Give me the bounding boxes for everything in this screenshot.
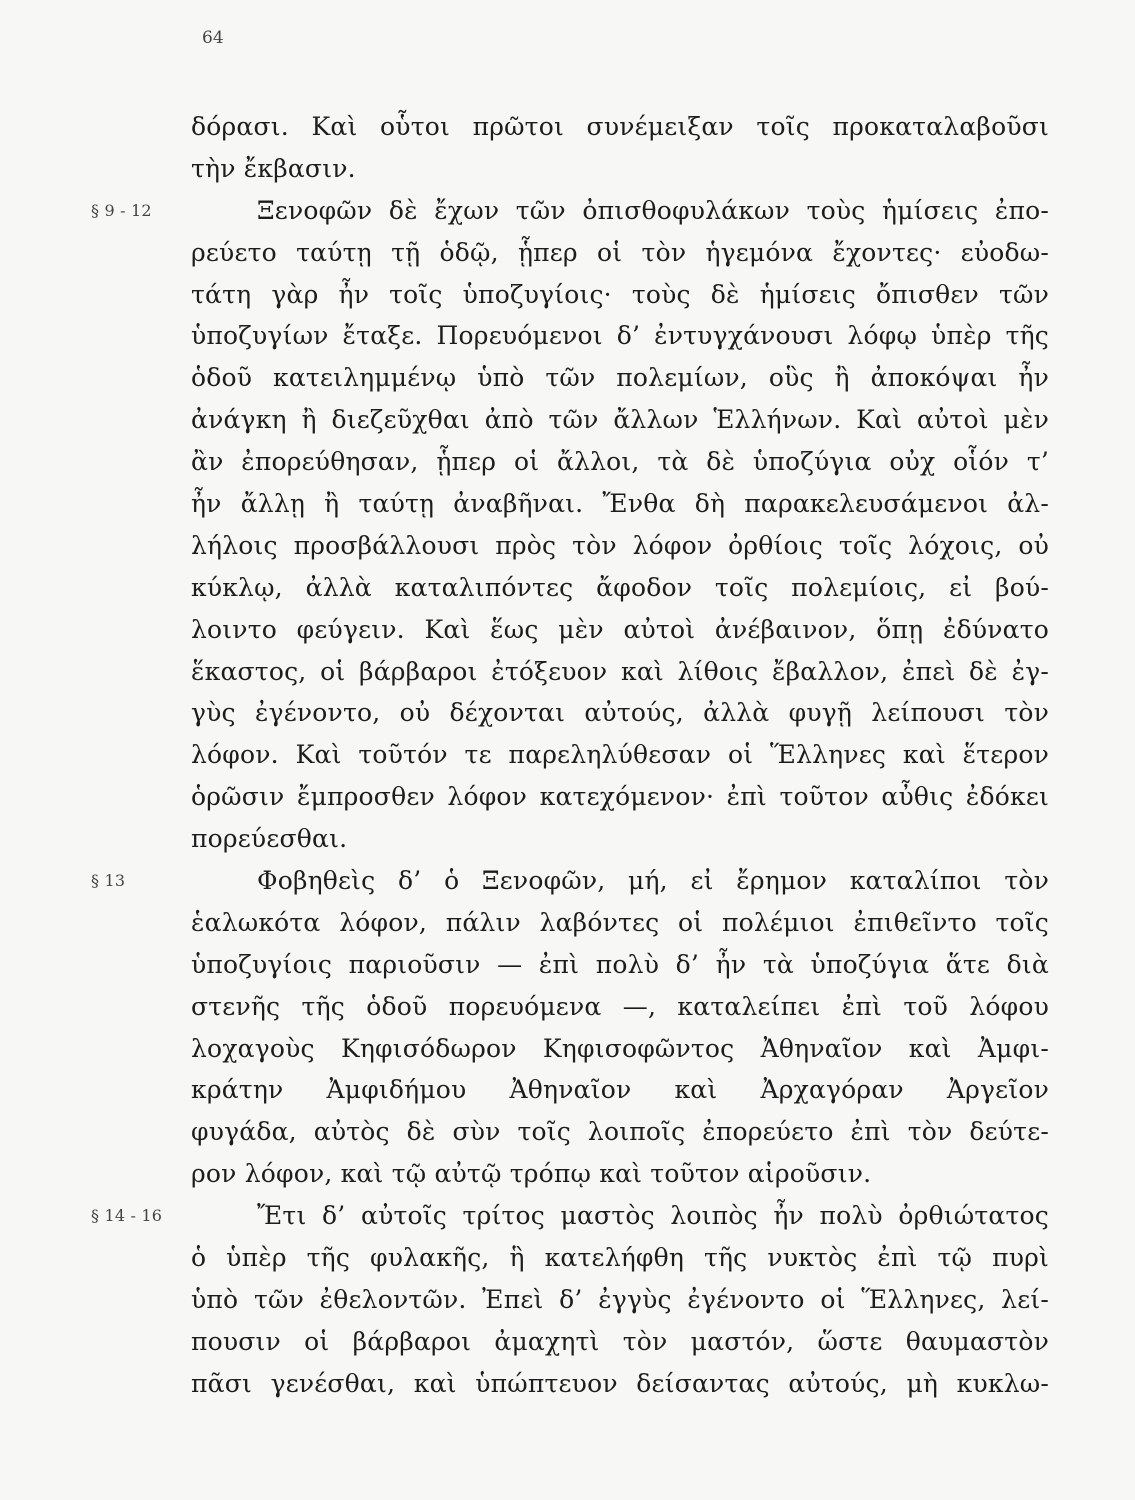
text-line: [191, 148, 1049, 190]
page-number: 64: [202, 28, 224, 48]
text-line-content: ἕκαστος, οἱ βάρβαροι ἐτόξευον καὶ λίθοις ἔβαλλον, ἐπεὶ δὲ ἐγ-: [191, 656, 1049, 686]
text-line: [191, 441, 1049, 483]
text-line-content: στενῆς τῆς ὁδοῦ πορευόμενα —, καταλείπει ἐπὶ τοῦ λόφου: [191, 991, 1049, 1021]
text-line: [191, 232, 1049, 274]
text-line-content: τὴν ἔκβασιν.: [191, 153, 356, 183]
text-line-content: γὺς ἐγένοντο, οὐ δέχονται αὐτούς, ἀλλὰ φυγῇ λείπουσι τὸν: [191, 698, 1049, 728]
text-line: [191, 315, 1049, 357]
text-line-content: ἀνάγκη ἢ διεζεῦχθαι ἀπὸ τῶν ἄλλων Ἑλλήνων. Καὶ αὐτοὶ μὲν: [191, 405, 1049, 435]
text-line-content: ἑαλωκότα λόφον, πάλιν λαβόντες οἱ πολέμιοι ἐπιθεῖντο τοῖς: [191, 907, 1049, 937]
text-line-content: λοιντο φεύγειν. Καὶ ἕως μὲν αὐτοὶ ἀνέβαινον, ὅπῃ ἐδύνατο: [191, 614, 1049, 644]
text-line-content: λήλοις προσβάλλουσι πρὸς τὸν λόφον ὀρθίοις τοῖς λόχοις, οὐ: [191, 530, 1049, 560]
text-line: [191, 1069, 1049, 1111]
text-line: [191, 609, 1049, 651]
text-line: [191, 776, 1049, 818]
text-line: [191, 274, 1049, 316]
text-line-content: κράτην Ἀμφιδήμου Ἀθηναῖον καὶ Ἀρχαγόραν Ἀργεῖον: [191, 1075, 1049, 1105]
text-line: [191, 734, 1049, 776]
text-line: [191, 399, 1049, 441]
text-line-content: ἦν ἄλλῃ ἢ ταύτῃ ἀναβῆναι. Ἔνθα δὴ παρακελευσάμενοι ἀλ-: [191, 489, 1049, 519]
text-line-content: πορεύεσθαι.: [191, 824, 348, 854]
text-line: [191, 1237, 1049, 1279]
text-line-content: ἂν ἐπορεύθησαν, ᾗπερ οἱ ἄλλοι, τὰ δὲ ὑποζύγια οὐχ οἷόν τ’: [191, 447, 1049, 477]
text-line-content: ὑποζυγίοις παριοῦσιν — ἐπὶ πολὺ δ’ ἦν τὰ ὑποζύγια ἅτε διὰ: [191, 949, 1049, 979]
text-line-content: Φοβηθεὶς δ’ ὁ Ξενοφῶν, μή, εἰ ἔρημον καταλίποι τὸν: [257, 866, 1049, 896]
text-line-content: ὁδοῦ κατειλημμένῳ ὑπὸ τῶν πολεμίων, οὓς ἢ ἀποκόψαι ἦν: [191, 363, 1049, 393]
section-marker: § 13: [91, 871, 126, 891]
text-line-content: πουσιν οἱ βάρβαροι ἀμαχητὶ τὸν μαστόν, ὥστε θαυμαστὸν: [191, 1326, 1049, 1356]
text-line-content: ὑποζυγίων ἔταξε. Πορευόμενοι δ’ ἐντυγχάνουσι λόφῳ ὑπὲρ τῆς: [191, 321, 1049, 351]
text-line: [191, 357, 1049, 399]
text-line: [191, 106, 1049, 148]
text-line: [91, 190, 1049, 232]
text-line: [191, 525, 1049, 567]
text-line: [191, 651, 1049, 693]
text-line-content: ὁ ὑπὲρ τῆς φυλακῆς, ἣ κατελήφθη τῆς νυκτὸς ἐπὶ τῷ πυρὶ: [191, 1243, 1049, 1273]
text-line: [191, 944, 1049, 986]
text-line: [191, 986, 1049, 1028]
text-line: [191, 1111, 1049, 1153]
text-line-content: ρεύετο ταύτῃ τῇ ὁδῷ, ᾗπερ οἱ τὸν ἡγεμόνα ἔχοντες· εὐοδω-: [191, 237, 1049, 267]
text-line-content: κύκλῳ, ἀλλὰ καταλιπόντες ἄφοδον τοῖς πολεμίοις, εἰ βού-: [191, 572, 1049, 602]
text-line-content: λόφον. Καὶ τοῦτόν τε παρεληλύθεσαν οἱ Ἕλληνες καὶ ἕτερον: [191, 740, 1049, 770]
text-line: [91, 860, 1049, 902]
text-line-content: Ξενοφῶν δὲ ἔχων τῶν ὀπισθοφυλάκων τοὺς ἡμίσεις ἐπο-: [257, 195, 1049, 225]
text-line: [191, 1153, 1049, 1195]
text-line-content: φυγάδα, αὐτὸς δὲ σὺν τοῖς λοιποῖς ἐπορεύετο ἐπὶ τὸν δεύτε-: [191, 1117, 1049, 1147]
text-line-content: ὑπὸ τῶν ἐθελοντῶν. Ἐπεὶ δ’ ἐγγὺς ἐγένοντο οἱ Ἕλληνες, λεί-: [191, 1284, 1049, 1314]
text-line-content: λοχαγοὺς Κηφισόδωρον Κηφισοφῶντος Ἀθηναῖον καὶ Ἀμφι-: [191, 1033, 1049, 1063]
text-line: [91, 1195, 1049, 1237]
text-line: [191, 692, 1049, 734]
section-marker: § 9 - 12: [91, 200, 152, 220]
text-line: [191, 483, 1049, 525]
text-line: [191, 567, 1049, 609]
text-line: [191, 1363, 1049, 1405]
text-line-content: ὁρῶσιν ἔμπροσθεν λόφον κατεχόμενον· ἐπὶ τοῦτον αὖθις ἐδόκει: [191, 782, 1049, 812]
section-marker: § 14 - 16: [91, 1206, 163, 1226]
text-line: [191, 818, 1049, 860]
text-line: [191, 1028, 1049, 1070]
text-line-content: τάτη γὰρ ἦν τοῖς ὑποζυγίοις· τοὺς δὲ ἡμίσεις ὄπισθεν τῶν: [191, 279, 1049, 309]
text-line-content: Ἔτι δ’ αὐτοῖς τρίτος μαστὸς λοιπὸς ἦν πολὺ ὀρθιώτατος: [257, 1201, 1049, 1231]
text-line-content: ρον λόφον, καὶ τῷ αὐτῷ τρόπῳ καὶ τοῦτον αἱροῦσιν.: [191, 1159, 872, 1189]
text-line: [191, 902, 1049, 944]
text-line-content: πᾶσι γενέσθαι, καὶ ὑπώπτευον δείσαντας αὐτούς, μὴ κυκλω-: [191, 1368, 1049, 1398]
text-line-content: δόρασι. Καὶ οὗτοι πρῶτοι συνέμειξαν τοῖς προκαταλαβοῦσι: [191, 112, 1049, 141]
text-line: [191, 1321, 1049, 1363]
text-line: [191, 1279, 1049, 1321]
body-text: [91, 106, 1049, 1405]
